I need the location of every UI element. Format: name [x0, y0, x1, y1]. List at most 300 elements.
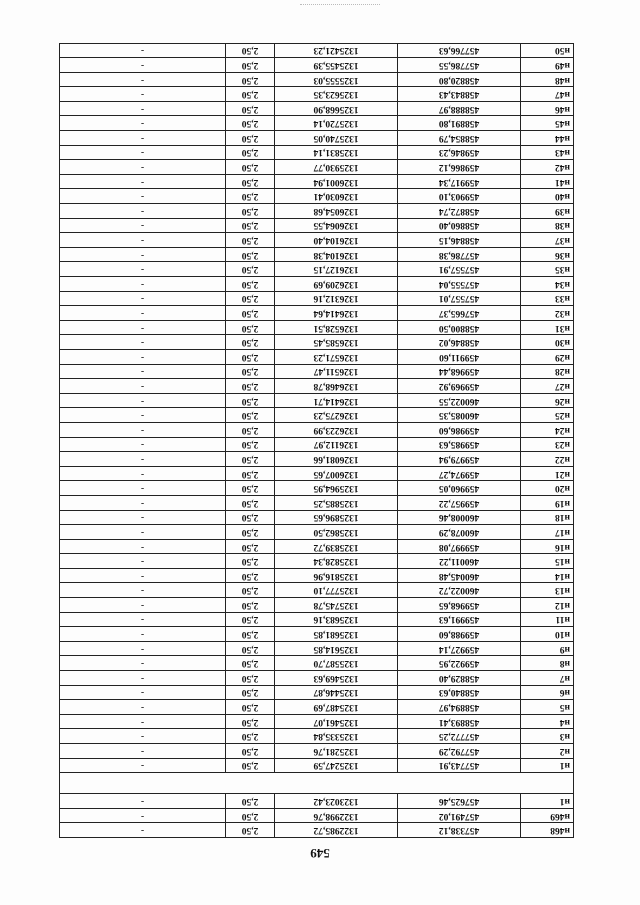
point-id-cell: н49: [521, 58, 574, 73]
table-body: [60, 43, 574, 837]
point-id-cell: н30: [521, 335, 574, 350]
point-id-cell: н34: [521, 277, 574, 292]
accuracy-cell: 2,50: [226, 700, 275, 715]
point-id-cell: н20: [521, 481, 574, 496]
accuracy-cell: 2,50: [226, 204, 275, 219]
point-id-cell: н26: [521, 393, 574, 408]
y-coordinate-cell: 1325455,39: [275, 58, 398, 73]
x-coordinate-cell: 457557,01: [398, 291, 521, 306]
accuracy-cell: 2,50: [226, 744, 275, 759]
note-cell: -: [60, 291, 226, 306]
table-row: [60, 525, 574, 540]
point-id-cell: н47: [521, 87, 574, 102]
x-coordinate-cell: 458854,79: [398, 131, 521, 146]
table-row: [60, 729, 574, 744]
x-coordinate-cell: 459969,92: [398, 379, 521, 394]
point-id-cell: н50: [521, 43, 574, 58]
accuracy-cell: 2,50: [226, 583, 275, 598]
table-row: [60, 612, 574, 627]
table-row: [60, 116, 574, 131]
point-id-cell: н46: [521, 101, 574, 116]
table-row: [60, 291, 574, 306]
x-coordinate-cell: 457766,63: [398, 43, 521, 58]
point-id-cell: н3: [521, 729, 574, 744]
y-coordinate-cell: 1326571,23: [275, 350, 398, 365]
table-row: [60, 568, 574, 583]
note-cell: -: [60, 583, 226, 598]
x-coordinate-cell: 459968,65: [398, 598, 521, 613]
point-id-cell: н13: [521, 583, 574, 598]
x-coordinate-cell: 458894,97: [398, 700, 521, 715]
point-id-cell: н45: [521, 116, 574, 131]
note-cell: -: [60, 364, 226, 379]
y-coordinate-cell: 1326007,65: [275, 466, 398, 481]
y-coordinate-cell: 1325668,90: [275, 101, 398, 116]
table-row: [60, 408, 574, 423]
spacer-row: [60, 773, 574, 794]
y-coordinate-cell: 1326312,16: [275, 291, 398, 306]
x-coordinate-cell: 457491,02: [398, 808, 521, 823]
x-coordinate-cell: 457786,38: [398, 247, 521, 262]
x-coordinate-cell: 457665,37: [398, 306, 521, 321]
point-id-cell: н469: [521, 808, 574, 823]
note-cell: -: [60, 758, 226, 773]
y-coordinate-cell: 1325461,07: [275, 714, 398, 729]
accuracy-cell: 2,50: [226, 58, 275, 73]
point-id-cell: н22: [521, 452, 574, 467]
note-cell: -: [60, 262, 226, 277]
x-coordinate-cell: 458846,02: [398, 335, 521, 350]
x-coordinate-cell: 459917,34: [398, 174, 521, 189]
note-cell: -: [60, 306, 226, 321]
table-row: [60, 72, 574, 87]
accuracy-cell: 2,50: [226, 539, 275, 554]
table-row: [60, 495, 574, 510]
accuracy-cell: 2,50: [226, 568, 275, 583]
point-id-cell: н24: [521, 422, 574, 437]
note-cell: -: [60, 247, 226, 262]
y-coordinate-cell: 1325896,65: [275, 510, 398, 525]
accuracy-cell: 2,50: [226, 452, 275, 467]
note-cell: -: [60, 87, 226, 102]
table-row: [60, 101, 574, 116]
table-row: [60, 160, 574, 175]
accuracy-cell: 2,50: [226, 408, 275, 423]
y-coordinate-cell: 1325587,70: [275, 656, 398, 671]
table-row: [60, 539, 574, 554]
point-id-cell: н40: [521, 189, 574, 204]
accuracy-cell: 2,50: [226, 291, 275, 306]
accuracy-cell: 2,50: [226, 320, 275, 335]
y-coordinate-cell: 1326127,15: [275, 262, 398, 277]
table-row: [60, 87, 574, 102]
x-coordinate-cell: 460078,29: [398, 525, 521, 540]
note-cell: -: [60, 510, 226, 525]
note-cell: -: [60, 641, 226, 656]
y-coordinate-cell: 1326030,41: [275, 189, 398, 204]
table-row: [60, 306, 574, 321]
y-coordinate-cell: 1326585,45: [275, 335, 398, 350]
table-row: [60, 422, 574, 437]
table-row: [60, 247, 574, 262]
y-coordinate-cell: 1326511,47: [275, 364, 398, 379]
accuracy-cell: 2,50: [226, 612, 275, 627]
note-cell: -: [60, 729, 226, 744]
accuracy-cell: 2,50: [226, 808, 275, 823]
y-coordinate-cell: 1325930,77: [275, 160, 398, 175]
x-coordinate-cell: 458893,41: [398, 714, 521, 729]
x-coordinate-cell: 459968,44: [398, 364, 521, 379]
note-cell: -: [60, 160, 226, 175]
accuracy-cell: 2,50: [226, 262, 275, 277]
table-row: [60, 583, 574, 598]
note-cell: -: [60, 481, 226, 496]
accuracy-cell: 2,50: [226, 233, 275, 248]
table-row: [60, 131, 574, 146]
x-coordinate-cell: 459986,60: [398, 422, 521, 437]
accuracy-cell: 2,50: [226, 729, 275, 744]
y-coordinate-cell: 1325555,03: [275, 72, 398, 87]
point-id-cell: н36: [521, 247, 574, 262]
accuracy-cell: 2,50: [226, 277, 275, 292]
y-coordinate-cell: 1326081,66: [275, 452, 398, 467]
note-cell: -: [60, 539, 226, 554]
accuracy-cell: 2,50: [226, 393, 275, 408]
note-cell: -: [60, 131, 226, 146]
y-coordinate-cell: 1325335,84: [275, 729, 398, 744]
x-coordinate-cell: 459974,27: [398, 466, 521, 481]
x-coordinate-cell: 459927,14: [398, 641, 521, 656]
point-id-cell: н42: [521, 160, 574, 175]
x-coordinate-cell: 458820,80: [398, 72, 521, 87]
table-row: [60, 685, 574, 700]
note-cell: -: [60, 525, 226, 540]
point-id-cell: н12: [521, 598, 574, 613]
x-coordinate-cell: 458891,80: [398, 116, 521, 131]
point-id-cell: н17: [521, 525, 574, 540]
point-id-cell: н48: [521, 72, 574, 87]
y-coordinate-cell: 1326104,38: [275, 247, 398, 262]
accuracy-cell: 2,50: [226, 823, 275, 838]
point-id-cell: н10: [521, 627, 574, 642]
note-cell: -: [60, 685, 226, 700]
accuracy-cell: 2,50: [226, 87, 275, 102]
table-row: [60, 189, 574, 204]
note-cell: -: [60, 808, 226, 823]
x-coordinate-cell: 460045,48: [398, 568, 521, 583]
x-coordinate-cell: 457338,12: [398, 823, 521, 838]
point-id-cell: н15: [521, 554, 574, 569]
note-cell: -: [60, 233, 226, 248]
note-cell: -: [60, 379, 226, 394]
y-coordinate-cell: 1326223,99: [275, 422, 398, 437]
point-id-cell: н35: [521, 262, 574, 277]
point-id-cell: н2: [521, 744, 574, 759]
accuracy-cell: 2,50: [226, 598, 275, 613]
x-coordinate-cell: 458860,40: [398, 218, 521, 233]
y-coordinate-cell: 1325885,25: [275, 495, 398, 510]
x-coordinate-cell: 459991,63: [398, 612, 521, 627]
x-coordinate-cell: 459979,94: [398, 452, 521, 467]
note-cell: -: [60, 823, 226, 838]
accuracy-cell: 2,50: [226, 685, 275, 700]
accuracy-cell: 2,50: [226, 437, 275, 452]
x-coordinate-cell: 457625,46: [398, 794, 521, 809]
table-row: [60, 262, 574, 277]
y-coordinate-cell: 1325816,96: [275, 568, 398, 583]
y-coordinate-cell: 1325681,85: [275, 627, 398, 642]
x-coordinate-cell: 459988,60: [398, 627, 521, 642]
table-row: [60, 808, 574, 823]
table-row: [60, 277, 574, 292]
x-coordinate-cell: 457792,29: [398, 744, 521, 759]
y-coordinate-cell: 1326414,71: [275, 393, 398, 408]
table-row: [60, 43, 574, 58]
point-id-cell: н39: [521, 204, 574, 219]
point-id-cell: н7: [521, 671, 574, 686]
point-id-cell: н19: [521, 495, 574, 510]
table-row: [60, 233, 574, 248]
note-cell: -: [60, 335, 226, 350]
table-row: [60, 364, 574, 379]
accuracy-cell: 2,50: [226, 466, 275, 481]
x-coordinate-cell: 458843,43: [398, 87, 521, 102]
note-cell: -: [60, 350, 226, 365]
x-coordinate-cell: 460022,55: [398, 393, 521, 408]
y-coordinate-cell: 1325740,05: [275, 131, 398, 146]
note-cell: -: [60, 794, 226, 809]
y-coordinate-cell: 1322985,72: [275, 823, 398, 838]
x-coordinate-cell: 458846,15: [398, 233, 521, 248]
note-cell: -: [60, 218, 226, 233]
point-id-cell: н4: [521, 714, 574, 729]
accuracy-cell: 2,50: [226, 101, 275, 116]
y-coordinate-cell: 1325777,10: [275, 583, 398, 598]
table-row: [60, 823, 574, 838]
point-id-cell: н14: [521, 568, 574, 583]
x-coordinate-cell: 460011,22: [398, 554, 521, 569]
table-row: [60, 335, 574, 350]
table-row: [60, 452, 574, 467]
x-coordinate-cell: 457743,91: [398, 758, 521, 773]
accuracy-cell: 2,50: [226, 758, 275, 773]
y-coordinate-cell: 1326414,64: [275, 306, 398, 321]
accuracy-cell: 2,50: [226, 525, 275, 540]
y-coordinate-cell: 1326468,78: [275, 379, 398, 394]
accuracy-cell: 2,50: [226, 627, 275, 642]
y-coordinate-cell: 1326064,55: [275, 218, 398, 233]
note-cell: -: [60, 656, 226, 671]
coordinates-table: [59, 43, 574, 838]
point-id-cell: н9: [521, 641, 574, 656]
note-cell: -: [60, 408, 226, 423]
accuracy-cell: 2,50: [226, 174, 275, 189]
table-row: [60, 758, 574, 773]
accuracy-cell: 2,50: [226, 364, 275, 379]
table-row: [60, 794, 574, 809]
point-id-cell: н31: [521, 320, 574, 335]
table-row: [60, 656, 574, 671]
y-coordinate-cell: 1325247,59: [275, 758, 398, 773]
point-id-cell: н6: [521, 685, 574, 700]
note-cell: -: [60, 612, 226, 627]
y-coordinate-cell: 1323023,42: [275, 794, 398, 809]
x-coordinate-cell: 459985,63: [398, 437, 521, 452]
accuracy-cell: 2,50: [226, 160, 275, 175]
point-id-cell: н21: [521, 466, 574, 481]
x-coordinate-cell: 457557,91: [398, 262, 521, 277]
table-row: [60, 350, 574, 365]
accuracy-cell: 2,50: [226, 350, 275, 365]
point-id-cell: н29: [521, 350, 574, 365]
x-coordinate-cell: 457772,25: [398, 729, 521, 744]
x-coordinate-cell: 458872,74: [398, 204, 521, 219]
accuracy-cell: 2,50: [226, 641, 275, 656]
note-cell: -: [60, 189, 226, 204]
y-coordinate-cell: 1325683,16: [275, 612, 398, 627]
y-coordinate-cell: 1325421,23: [275, 43, 398, 58]
x-coordinate-cell: 458800,50: [398, 320, 521, 335]
y-coordinate-cell: 1325828,34: [275, 554, 398, 569]
y-coordinate-cell: 1326209,69: [275, 277, 398, 292]
point-id-cell: н27: [521, 379, 574, 394]
x-coordinate-cell: 459911,60: [398, 350, 521, 365]
accuracy-cell: 2,50: [226, 481, 275, 496]
accuracy-cell: 2,50: [226, 671, 275, 686]
y-coordinate-cell: 1325487,69: [275, 700, 398, 715]
page-number: 549: [310, 846, 330, 861]
accuracy-cell: 2,50: [226, 794, 275, 809]
accuracy-cell: 2,50: [226, 306, 275, 321]
note-cell: -: [60, 422, 226, 437]
y-coordinate-cell: 1325469,63: [275, 671, 398, 686]
y-coordinate-cell: 1325281,76: [275, 744, 398, 759]
note-cell: -: [60, 145, 226, 160]
x-coordinate-cell: 457555,04: [398, 277, 521, 292]
table-row: [60, 204, 574, 219]
table-row: [60, 218, 574, 233]
note-cell: -: [60, 43, 226, 58]
table-row: [60, 671, 574, 686]
note-cell: -: [60, 714, 226, 729]
accuracy-cell: 2,50: [226, 379, 275, 394]
point-id-cell: н38: [521, 218, 574, 233]
x-coordinate-cell: 460008,46: [398, 510, 521, 525]
point-id-cell: н8: [521, 656, 574, 671]
table-row: [60, 554, 574, 569]
x-coordinate-cell: 459846,23: [398, 145, 521, 160]
x-coordinate-cell: 458829,40: [398, 671, 521, 686]
table-row: [60, 320, 574, 335]
note-cell: -: [60, 204, 226, 219]
table-row: [60, 58, 574, 73]
x-coordinate-cell: 460085,35: [398, 408, 521, 423]
accuracy-cell: 2,50: [226, 510, 275, 525]
point-id-cell: н11: [521, 612, 574, 627]
y-coordinate-cell: 1322998,76: [275, 808, 398, 823]
table-row: [60, 598, 574, 613]
accuracy-cell: 2,50: [226, 189, 275, 204]
accuracy-cell: 2,50: [226, 43, 275, 58]
note-cell: -: [60, 671, 226, 686]
point-id-cell: н41: [521, 174, 574, 189]
table-row: [60, 510, 574, 525]
y-coordinate-cell: 1326054,68: [275, 204, 398, 219]
note-cell: -: [60, 58, 226, 73]
note-cell: -: [60, 72, 226, 87]
point-id-cell: н37: [521, 233, 574, 248]
accuracy-cell: 2,50: [226, 116, 275, 131]
x-coordinate-cell: 458840,63: [398, 685, 521, 700]
accuracy-cell: 2,50: [226, 495, 275, 510]
table-row: [60, 627, 574, 642]
table-row: [60, 174, 574, 189]
accuracy-cell: 2,50: [226, 656, 275, 671]
accuracy-cell: 2,50: [226, 131, 275, 146]
point-id-cell: н16: [521, 539, 574, 554]
point-id-cell: н468: [521, 823, 574, 838]
point-id-cell: н5: [521, 700, 574, 715]
x-coordinate-cell: 460022,72: [398, 583, 521, 598]
note-cell: -: [60, 320, 226, 335]
note-cell: -: [60, 466, 226, 481]
note-cell: -: [60, 568, 226, 583]
table-row: [60, 744, 574, 759]
y-coordinate-cell: 1326104,40: [275, 233, 398, 248]
point-id-cell: н44: [521, 131, 574, 146]
point-id-cell: н43: [521, 145, 574, 160]
note-cell: -: [60, 700, 226, 715]
y-coordinate-cell: 1326001,94: [275, 174, 398, 189]
x-coordinate-cell: 459957,22: [398, 495, 521, 510]
y-coordinate-cell: 1325745,78: [275, 598, 398, 613]
note-cell: -: [60, 393, 226, 408]
x-coordinate-cell: 457786,55: [398, 58, 521, 73]
note-cell: -: [60, 598, 226, 613]
accuracy-cell: 2,50: [226, 218, 275, 233]
accuracy-cell: 2,50: [226, 335, 275, 350]
note-cell: -: [60, 101, 226, 116]
table-row: [60, 466, 574, 481]
table-row: [60, 393, 574, 408]
table-row: [60, 641, 574, 656]
y-coordinate-cell: 1326275,23: [275, 408, 398, 423]
y-coordinate-cell: 1325831,14: [275, 145, 398, 160]
accuracy-cell: 2,50: [226, 72, 275, 87]
x-coordinate-cell: 459903,10: [398, 189, 521, 204]
note-cell: -: [60, 116, 226, 131]
accuracy-cell: 2,50: [226, 714, 275, 729]
x-coordinate-cell: 459866,12: [398, 160, 521, 175]
y-coordinate-cell: 1325964,95: [275, 481, 398, 496]
note-cell: -: [60, 554, 226, 569]
y-coordinate-cell: 1325614,85: [275, 641, 398, 656]
accuracy-cell: 2,50: [226, 247, 275, 262]
note-cell: -: [60, 277, 226, 292]
y-coordinate-cell: 1325839,72: [275, 539, 398, 554]
point-id-cell: н23: [521, 437, 574, 452]
table-row: [60, 437, 574, 452]
point-id-cell: н1: [521, 758, 574, 773]
y-coordinate-cell: 1325720,14: [275, 116, 398, 131]
note-cell: -: [60, 452, 226, 467]
table-row: [60, 700, 574, 715]
note-cell: -: [60, 437, 226, 452]
y-coordinate-cell: 1325623,35: [275, 87, 398, 102]
x-coordinate-cell: 459960,05: [398, 481, 521, 496]
x-coordinate-cell: 459997,08: [398, 539, 521, 554]
note-cell: -: [60, 744, 226, 759]
